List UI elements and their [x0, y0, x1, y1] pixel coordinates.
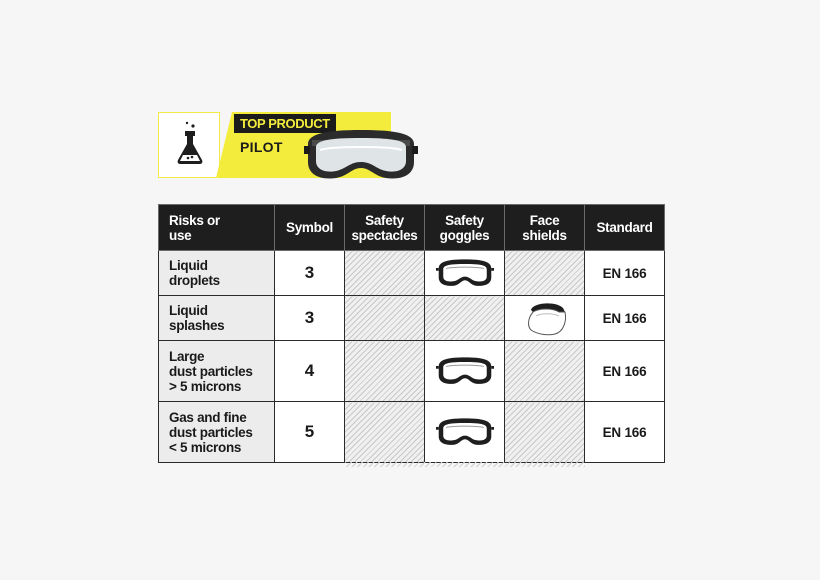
spectacles-cell-empty	[345, 341, 425, 402]
goggles-cell-empty	[425, 296, 505, 341]
table-row	[159, 402, 665, 463]
face-shield-cell-empty	[505, 251, 585, 296]
face-shield-cell	[505, 296, 585, 341]
risk-cell: Large dust particles > 5 microns	[159, 341, 275, 402]
goggles-icon	[436, 355, 494, 387]
goggles-cell	[425, 402, 505, 463]
symbol-cell: 5	[275, 402, 345, 463]
standard-cell: EN 166	[585, 341, 665, 402]
face-shield-cell-empty	[505, 341, 585, 402]
header-face-shields: Face shields	[505, 205, 585, 251]
face-shield-cell-empty	[505, 402, 585, 463]
header-risks: Risks or use	[159, 205, 275, 251]
symbol-cell: 3	[275, 296, 345, 341]
goggles-cell	[425, 341, 505, 402]
symbol-cell: 3	[275, 251, 345, 296]
goggles-icon	[436, 257, 494, 289]
goggles-icon	[436, 416, 494, 448]
goggles-cell	[425, 251, 505, 296]
standard-cell: EN 166	[585, 251, 665, 296]
risk-cell: Gas and fine dust particles < 5 microns	[159, 402, 275, 463]
spectacles-cell-empty	[345, 402, 425, 463]
standard-cell: EN 166	[585, 296, 665, 341]
spectacles-cell-empty	[345, 296, 425, 341]
standard-cell: EN 166	[585, 402, 665, 463]
top-product-tag: TOP PRODUCT	[234, 114, 336, 133]
spectacles-cell-empty	[345, 251, 425, 296]
table-row	[159, 341, 665, 402]
symbol-cell: 4	[275, 341, 345, 402]
header-symbol: Symbol	[275, 205, 345, 251]
risk-cell: Liquid splashes	[159, 296, 275, 341]
header-safety-spectacles: Safety spectacles	[345, 205, 425, 251]
lab-flask-icon	[159, 113, 221, 179]
risk-cell: Liquid droplets	[159, 251, 275, 296]
product-goggles-image	[304, 126, 418, 184]
table-row	[159, 251, 665, 296]
header-safety-goggles: Safety goggles	[425, 205, 505, 251]
header-standard: Standard	[585, 205, 665, 251]
protection-table	[158, 204, 665, 463]
table-row	[159, 296, 665, 341]
face-shield-icon	[519, 298, 571, 338]
product-name: PILOT	[240, 139, 283, 155]
hatch-footer-strip	[345, 462, 585, 467]
hazard-icon-box	[158, 112, 220, 178]
top-product-badge	[158, 112, 420, 182]
table-header-row	[159, 205, 665, 251]
